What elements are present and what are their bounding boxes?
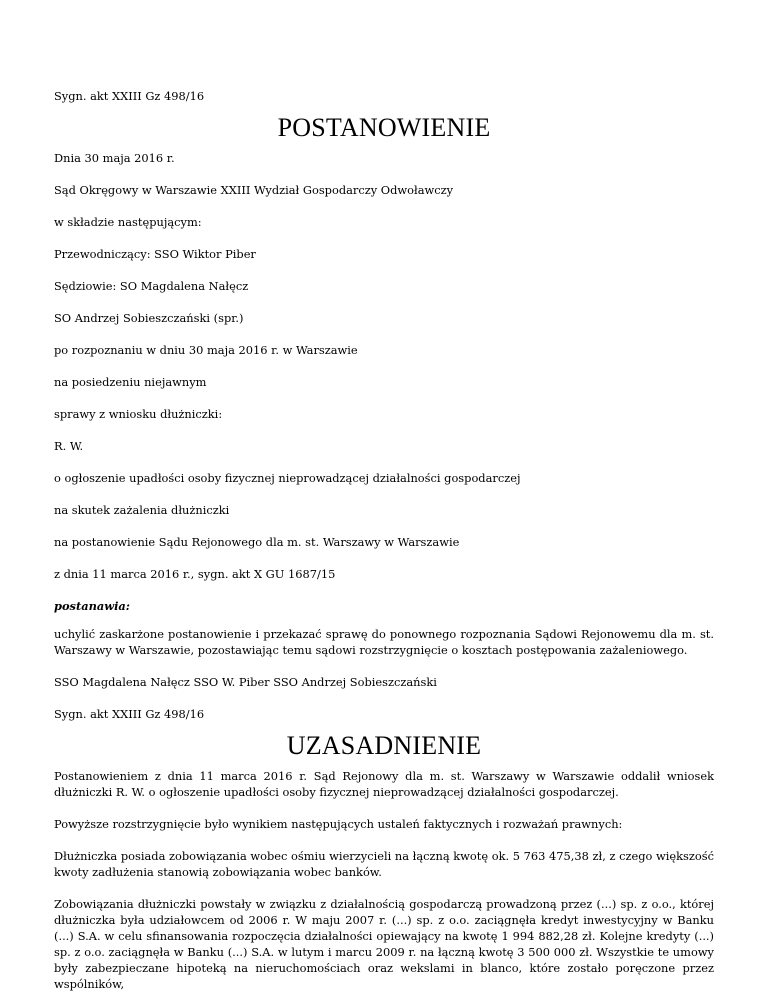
presiding-judge: Przewodniczący: SSO Wiktor Piber bbox=[54, 247, 256, 261]
court-name: Sąd Okręgowy w Warszawie XXIII Wydział Gospodarczy Odwoławczy bbox=[54, 183, 454, 197]
composition-label: w składzie następującym: bbox=[54, 215, 202, 229]
session-type: na posiedzeniu niejawnym bbox=[54, 375, 207, 389]
operative-part: uchylić zaskarżone postanowienie i przekazać sprawę do ponownego rozpoznania Sądowi Rejonowemu dla m. st. Warszawy w Warszawie, pozostawiając temu sądowi rozstrzygnięcie o kosztach postępowania zażaleniowego. bbox=[54, 627, 714, 657]
appeal-basis: na skutek zażalenia dłużniczki bbox=[54, 503, 230, 517]
justification-paragraph: Powyższe rozstrzygnięcie było wynikiem następujących ustaleń faktycznych i rozważań prawnych: bbox=[54, 817, 623, 831]
party-name: R. W. bbox=[54, 439, 84, 453]
appealed-decision: na postanowienie Sądu Rejonowego dla m. st. Warszawy w Warszawie bbox=[54, 535, 460, 549]
case-type: sprawy z wniosku dłużniczki: bbox=[54, 407, 223, 421]
judge-rapporteur: SO Andrzej Sobieszczański (spr.) bbox=[54, 311, 244, 325]
hearing-info: po rozpoznaniu w dniu 30 maja 2016 r. w Warszawie bbox=[54, 343, 358, 357]
signatures: SSO Magdalena Nałęcz SSO W. Piber SSO Andrzej Sobieszczański bbox=[54, 675, 437, 689]
document-title: POSTANOWIENIE bbox=[277, 113, 491, 142]
case-reference: Sygn. akt XXIII Gz 498/16 bbox=[54, 89, 205, 103]
ruling-date: Dnia 30 maja 2016 r. bbox=[54, 151, 175, 165]
justification-paragraph: Postanowieniem z dnia 11 marca 2016 r. Sąd Rejonowy dla m. st. Warszawy w Warszawie oddalił wniosek dłużniczki R. W. o ogłoszenie upadłości osoby fizycznej nieprowadzącej działalności gospodarczej. bbox=[54, 769, 714, 799]
justification-title: UZASADNIENIE bbox=[286, 731, 482, 760]
case-reference-2: Sygn. akt XXIII Gz 498/16 bbox=[54, 707, 205, 721]
justification-paragraph: Zobowiązania dłużniczki powstały w związku z działalnością gospodarczą prowadzoną przez (...) sp. z o.o., której dłużniczka była udziałowcem od 2006 r. W maju 2007 r. (...) sp. z o.o. zaciągnęła kredyt inwestycyjny w Banku (...) S.A. w celu sfinansowania rozpoczęcia działalności opiewający na kwotę 1 994 882,28 zł. Kolejne kredyty (...) sp. z o.o. zaciągnęła w Banku (...) S.A. w lutym i marcu 2009 r. na łączną kwotę 3 500 000 zł. Wszystkie te umowy były zabezpieczane hipoteką na nieruchomościach oraz wekslami in blanco, które zostało poręczone przez wspólników, bbox=[54, 897, 714, 991]
judges: Sędziowie: SO Magdalena Nałęcz bbox=[54, 279, 249, 293]
case-subject: o ogłoszenie upadłości osoby fizycznej nieprowadzącej działalności gospodarczej bbox=[54, 471, 521, 485]
appealed-decision-date: z dnia 11 marca 2016 r., sygn. akt X GU 1687/15 bbox=[54, 567, 336, 581]
decision-heading: postanawia: bbox=[54, 599, 130, 613]
justification-paragraph: Dłużniczka posiada zobowiązania wobec ośmiu wierzycieli na łączną kwotę ok. 5 763 475,38 zł, z czego większość kwoty zadłużenia stanowią zobowiązania wobec banków. bbox=[54, 849, 714, 879]
